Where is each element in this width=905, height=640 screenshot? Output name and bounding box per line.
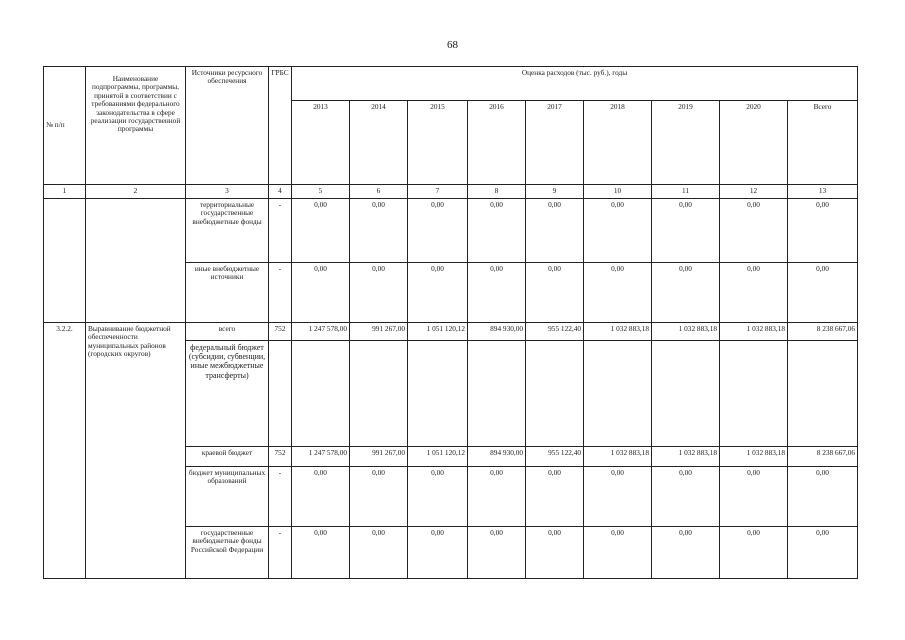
index-cell: 5 [292, 185, 350, 199]
value-cell: 1 032 883,18 [584, 323, 652, 341]
value-cell: 0,00 [788, 527, 858, 579]
index-row [44, 185, 858, 199]
value-cell: 0,00 [408, 263, 468, 323]
index-cell: 1 [44, 185, 86, 199]
header-grbs: ГРБС [269, 67, 292, 185]
index-cell: 2 [86, 185, 186, 199]
value-cell: 0,00 [350, 467, 408, 527]
header-estimate: Оценка расходов (тыс. руб.), годы [292, 67, 858, 101]
value-cell: 0,00 [652, 263, 720, 323]
value-cell: 0,00 [584, 263, 652, 323]
name-cell-empty [86, 199, 186, 323]
value-cell: 0,00 [292, 199, 350, 263]
grbs-cell: - [269, 263, 292, 323]
value-cell: 0,00 [526, 263, 584, 323]
value-cell: 0,00 [526, 527, 584, 579]
year-cell: 2017 [526, 101, 584, 185]
header-row [44, 67, 858, 101]
value-cell: 1 032 883,18 [584, 447, 652, 467]
value-cell: 0,00 [468, 527, 526, 579]
value-cell: 0,00 [526, 467, 584, 527]
table-row [44, 323, 858, 341]
value-cell: 0,00 [720, 263, 788, 323]
index-cell: 13 [788, 185, 858, 199]
index-cell: 7 [408, 185, 468, 199]
value-cell: 1 032 883,18 [720, 323, 788, 341]
grbs-cell: 752 [269, 447, 292, 467]
value-cell [292, 341, 350, 447]
value-cell: 0,00 [468, 467, 526, 527]
year-cell: 2014 [350, 101, 408, 185]
value-cell: 0,00 [468, 199, 526, 263]
value-cell: 1 247 578,00 [292, 447, 350, 467]
budget-table [43, 66, 858, 579]
value-cell: 0,00 [584, 199, 652, 263]
value-cell: 0,00 [720, 467, 788, 527]
value-cell: 0,00 [652, 527, 720, 579]
source-cell: государственные внебюджетные фонды Российской Федерации [186, 527, 269, 579]
value-cell: 0,00 [584, 467, 652, 527]
source-cell: бюджет муниципальных образований [186, 467, 269, 527]
value-cell: 0,00 [788, 263, 858, 323]
grbs-cell: - [269, 199, 292, 263]
value-cell: 8 238 667,06 [788, 447, 858, 467]
source-cell: всего [186, 323, 269, 341]
num-cell-empty [44, 199, 86, 323]
value-cell: 1 051 120,12 [408, 447, 468, 467]
value-cell: 0,00 [408, 527, 468, 579]
year-cell: 2020 [720, 101, 788, 185]
value-cell: 0,00 [292, 263, 350, 323]
value-cell [788, 341, 858, 447]
header-num: № п/п [44, 67, 86, 185]
header-name: Наименование подпрограммы, программы, принятой в соответствии с требованиями федерального законодательства в сфере реализации государственной программы [86, 67, 186, 185]
value-cell: 0,00 [408, 199, 468, 263]
value-cell: 0,00 [408, 467, 468, 527]
index-cell: 9 [526, 185, 584, 199]
value-cell [652, 341, 720, 447]
year-cell-total: Всего [788, 101, 858, 185]
value-cell: 894 930,00 [468, 323, 526, 341]
value-cell [526, 341, 584, 447]
source-cell: краевой бюджет [186, 447, 269, 467]
value-cell: 0,00 [652, 467, 720, 527]
value-cell: 894 930,00 [468, 447, 526, 467]
year-cell: 2019 [652, 101, 720, 185]
index-cell: 8 [468, 185, 526, 199]
year-cell: 2016 [468, 101, 526, 185]
value-cell: 0,00 [526, 199, 584, 263]
grbs-cell: - [269, 527, 292, 579]
value-cell: 1 032 883,18 [720, 447, 788, 467]
value-cell [584, 341, 652, 447]
grbs-cell [269, 341, 292, 447]
item-number: 3.2.2. [44, 323, 86, 579]
value-cell: 1 032 883,18 [652, 323, 720, 341]
item-name: Выравнивание бюджетной обеспеченности муниципальных районов (городских округов) [86, 323, 186, 579]
value-cell: 8 238 667,06 [788, 323, 858, 341]
value-cell: 0,00 [350, 199, 408, 263]
value-cell: 1 032 883,18 [652, 447, 720, 467]
table-row [44, 199, 858, 263]
value-cell: 991 267,00 [350, 323, 408, 341]
value-cell: 0,00 [652, 199, 720, 263]
value-cell: 0,00 [292, 527, 350, 579]
value-cell [468, 341, 526, 447]
index-cell: 12 [720, 185, 788, 199]
year-cell: 2013 [292, 101, 350, 185]
value-cell: 955 122,40 [526, 447, 584, 467]
value-cell: 0,00 [788, 467, 858, 527]
value-cell: 0,00 [720, 199, 788, 263]
source-cell: иные внебюджетные источники [186, 263, 269, 323]
page-number: 68 [447, 39, 458, 51]
value-cell: 0,00 [350, 263, 408, 323]
source-cell: территориальные государственные внебюджетные фонды [186, 199, 269, 263]
value-cell: 0,00 [468, 263, 526, 323]
index-cell: 3 [186, 185, 269, 199]
value-cell: 0,00 [720, 527, 788, 579]
index-cell: 6 [350, 185, 408, 199]
value-cell: 0,00 [584, 527, 652, 579]
grbs-cell: 752 [269, 323, 292, 341]
value-cell: 0,00 [292, 467, 350, 527]
grbs-cell: - [269, 467, 292, 527]
value-cell: 0,00 [350, 527, 408, 579]
header-sources: Источники ресурсного обеспечения [186, 67, 269, 185]
index-cell: 4 [269, 185, 292, 199]
value-cell: 991 267,00 [350, 447, 408, 467]
index-cell: 11 [652, 185, 720, 199]
year-cell: 2015 [408, 101, 468, 185]
value-cell [350, 341, 408, 447]
year-cell: 2018 [584, 101, 652, 185]
value-cell: 955 122,40 [526, 323, 584, 341]
value-cell [408, 341, 468, 447]
value-cell [720, 341, 788, 447]
value-cell: 1 247 578,00 [292, 323, 350, 341]
value-cell: 1 051 120,12 [408, 323, 468, 341]
index-cell: 10 [584, 185, 652, 199]
value-cell: 0,00 [788, 199, 858, 263]
source-cell: федеральный бюджет (субсидии, субвенции, иные межбюджетные трансферты) [186, 341, 269, 447]
